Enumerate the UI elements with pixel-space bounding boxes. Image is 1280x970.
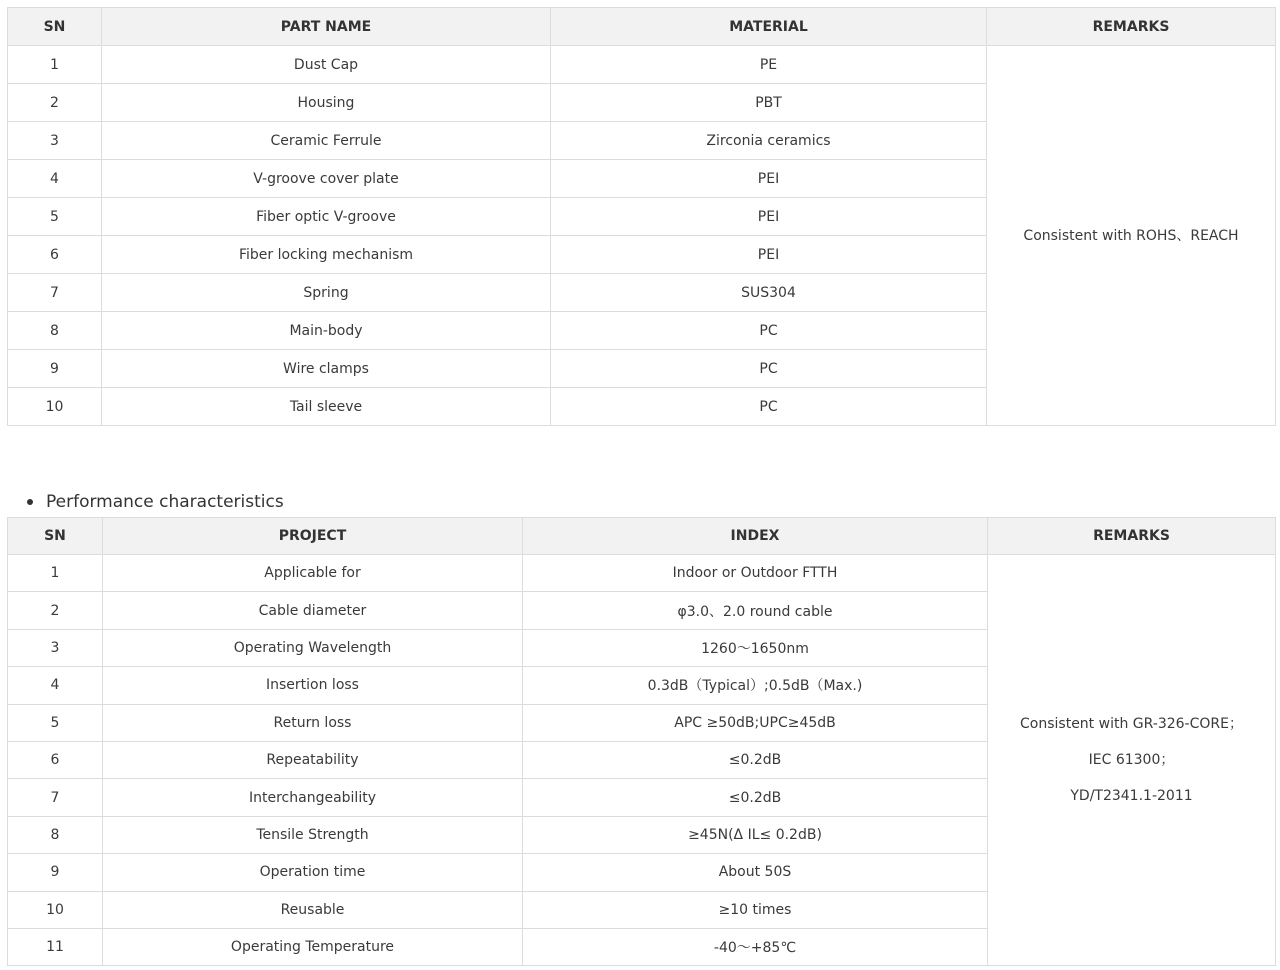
sn-cell: 9 — [8, 854, 103, 891]
sn-cell: 10 — [8, 388, 102, 426]
material-cell: PEI — [551, 198, 987, 236]
material-cell: PC — [551, 350, 987, 388]
table-row — [8, 46, 1276, 84]
index-cell: 0.3dB（Typical）;0.5dB（Max.) — [523, 667, 988, 704]
materials-header-remarks: REMARKS — [987, 8, 1276, 46]
sn-cell: 5 — [8, 704, 103, 741]
part-name-cell: Main-body — [102, 312, 551, 350]
remark-line: IEC 61300； — [1088, 752, 1175, 769]
project-cell: Tensile Strength — [103, 816, 523, 853]
performance-table — [7, 517, 1276, 966]
sn-cell: 1 — [8, 555, 103, 592]
project-cell: Return loss — [103, 704, 523, 741]
project-cell: Insertion loss — [103, 667, 523, 704]
performance-header-index: INDEX — [523, 518, 988, 555]
material-cell: Zirconia ceramics — [551, 122, 987, 160]
project-cell: Interchangeability — [103, 779, 523, 816]
index-cell: ≥45N(Δ IL≤ 0.2dB) — [523, 816, 988, 853]
sn-cell: 4 — [8, 667, 103, 704]
materials-header-sn: SN — [8, 8, 102, 46]
project-cell: Operating Wavelength — [103, 629, 523, 666]
part-name-cell: Fiber optic V-groove — [102, 198, 551, 236]
sn-cell: 8 — [8, 816, 103, 853]
project-cell: Operation time — [103, 854, 523, 891]
performance-remarks-cell — [988, 555, 1276, 966]
sn-cell: 7 — [8, 779, 103, 816]
remark-line: Consistent with GR-326-CORE； — [1020, 716, 1243, 733]
material-cell: PEI — [551, 160, 987, 198]
project-cell: Applicable for — [103, 555, 523, 592]
performance-header-remarks: REMARKS — [988, 518, 1276, 555]
sn-cell: 3 — [8, 629, 103, 666]
index-cell: Indoor or Outdoor FTTH — [523, 555, 988, 592]
part-name-cell: Dust Cap — [102, 46, 551, 84]
index-cell: About 50S — [523, 854, 988, 891]
sn-cell: 4 — [8, 160, 102, 198]
remark-line: YD/T2341.1-2011 — [1070, 788, 1193, 805]
index-cell: APC ≥50dB;UPC≥45dB — [523, 704, 988, 741]
performance-header-row — [8, 518, 1276, 555]
index-cell: ≤0.2dB — [523, 779, 988, 816]
bullet-icon — [27, 499, 33, 505]
part-name-cell: Ceramic Ferrule — [102, 122, 551, 160]
part-name-cell: Fiber locking mechanism — [102, 236, 551, 274]
sn-cell: 3 — [8, 122, 102, 160]
part-name-cell: Housing — [102, 84, 551, 122]
sn-cell: 10 — [8, 891, 103, 928]
performance-header-sn: SN — [8, 518, 103, 555]
sn-cell: 5 — [8, 198, 102, 236]
project-cell: Repeatability — [103, 741, 523, 778]
part-name-cell: Wire clamps — [102, 350, 551, 388]
sn-cell: 2 — [8, 84, 102, 122]
material-cell: PC — [551, 312, 987, 350]
index-cell: ≥10 times — [523, 891, 988, 928]
table-row — [8, 555, 1276, 592]
materials-remarks-cell: Consistent with ROHS、REACH — [987, 46, 1276, 426]
sn-cell: 11 — [8, 928, 103, 965]
material-cell: PC — [551, 388, 987, 426]
sn-cell: 8 — [8, 312, 102, 350]
sn-cell: 9 — [8, 350, 102, 388]
part-name-cell: V-groove cover plate — [102, 160, 551, 198]
material-cell: PBT — [551, 84, 987, 122]
project-cell: Operating Temperature — [103, 928, 523, 965]
materials-table — [7, 7, 1276, 426]
sn-cell: 6 — [8, 236, 102, 274]
index-cell: φ3.0、2.0 round cable — [523, 592, 988, 629]
performance-heading-text: Performance characteristics — [46, 492, 284, 512]
index-cell: -40～+85℃ — [523, 928, 988, 965]
material-cell: PEI — [551, 236, 987, 274]
project-cell: Cable diameter — [103, 592, 523, 629]
material-cell: PE — [551, 46, 987, 84]
part-name-cell: Tail sleeve — [102, 388, 551, 426]
performance-section-heading — [27, 490, 284, 514]
material-cell: SUS304 — [551, 274, 987, 312]
materials-header-part-name: PART NAME — [102, 8, 551, 46]
sn-cell: 1 — [8, 46, 102, 84]
sn-cell: 2 — [8, 592, 103, 629]
sn-cell: 6 — [8, 741, 103, 778]
performance-header-project: PROJECT — [103, 518, 523, 555]
index-cell: 1260～1650nm — [523, 629, 988, 666]
project-cell: Reusable — [103, 891, 523, 928]
materials-header-row — [8, 8, 1276, 46]
sn-cell: 7 — [8, 274, 102, 312]
index-cell: ≤0.2dB — [523, 741, 988, 778]
materials-header-material: MATERIAL — [551, 8, 987, 46]
part-name-cell: Spring — [102, 274, 551, 312]
